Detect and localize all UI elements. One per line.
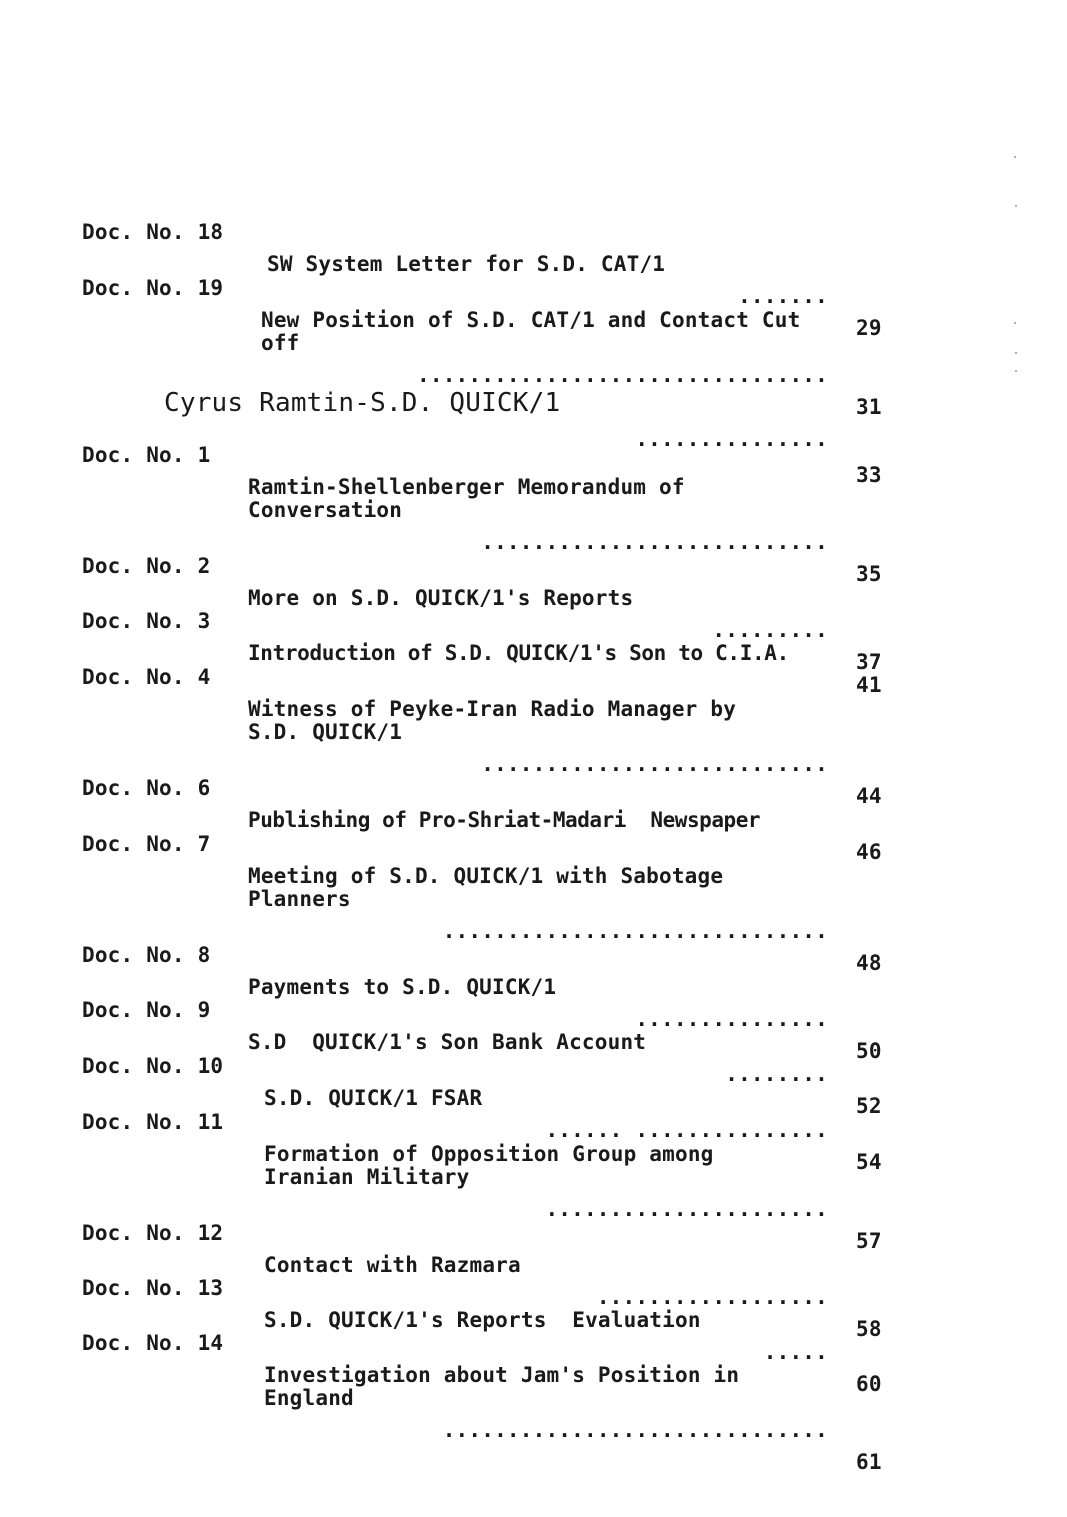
entry-title: Payments to S.D. QUICK/1 <box>248 975 557 999</box>
entry-title: Investigation about Jam's Position in <box>264 1363 740 1387</box>
doc-number: Doc. No. 4 <box>82 665 211 689</box>
dot-leader: ............... <box>635 1007 828 1031</box>
entry-title-continuation: S.D. QUICK/1 <box>248 720 403 744</box>
page-number: 46 <box>856 840 882 864</box>
dot-leader: ............... ...... <box>545 1118 828 1142</box>
doc-number: Doc. No. 11 <box>82 1110 224 1134</box>
entry-title-continuation: Planners <box>248 887 351 911</box>
doc-number: Doc. No. 18 <box>82 220 224 244</box>
entry-title: S.D. QUICK/1 FSAR <box>264 1086 483 1110</box>
doc-number: Doc. No. 1 <box>82 443 211 467</box>
dot-leader: .............................. <box>442 1418 828 1442</box>
page-number: 48 <box>856 951 882 975</box>
dot-leader: ........ <box>725 1062 828 1086</box>
dot-leader: ....... <box>738 284 828 308</box>
entry-title: S.D. QUICK/1's Reports Evaluation <box>264 1308 701 1332</box>
doc-number: Doc. No. 19 <box>82 276 224 300</box>
entry-title: SW System Letter for S.D. CAT/1 <box>267 252 666 276</box>
page-number: 52 <box>856 1094 882 1118</box>
page-number: 29 <box>856 316 882 340</box>
page-number: 58 <box>856 1317 882 1341</box>
page-number: 61 <box>856 1450 882 1474</box>
dot-leader: ......... <box>712 618 828 642</box>
page-number: 33 <box>856 463 882 487</box>
page-number: 60 <box>856 1372 882 1396</box>
doc-number: Doc. No. 8 <box>82 943 211 967</box>
entry-title: Contact with Razmara <box>264 1253 521 1277</box>
entry-title: Meeting of S.D. QUICK/1 with Sabotage <box>248 864 724 888</box>
doc-number: Doc. No. 14 <box>82 1331 224 1355</box>
doc-number: Doc. No. 10 <box>82 1054 224 1078</box>
section-heading: Cyrus Ramtin-S.D. QUICK/1 <box>164 388 561 418</box>
scan-speck <box>1015 205 1017 207</box>
page-number: 54 <box>856 1150 882 1174</box>
entry-title-continuation: off <box>261 331 300 355</box>
entry-title: New Position of S.D. CAT/1 and Contact Cut <box>261 308 801 332</box>
dot-leader: ..... <box>763 1340 828 1364</box>
entry-title-continuation: England <box>264 1386 354 1410</box>
page-number: 50 <box>856 1039 882 1063</box>
entry-title: More on S.D. QUICK/1's Reports <box>248 586 634 610</box>
scan-speck <box>1015 352 1017 354</box>
entry-title: Publishing of Pro-Shriat-Madari Newspaper <box>248 808 761 832</box>
dot-leader: ................................ <box>417 363 828 387</box>
page-number: 31 <box>856 395 882 419</box>
dot-leader: .................. <box>596 1285 828 1309</box>
page-number: 37 <box>856 650 882 674</box>
doc-number: Doc. No. 7 <box>82 832 211 856</box>
page-number: 57 <box>856 1229 882 1253</box>
entry-title-continuation: Conversation <box>248 498 403 522</box>
doc-number: Doc. No. 6 <box>82 776 211 800</box>
dot-leader: ........................... <box>481 530 828 554</box>
entry-title: Formation of Opposition Group among <box>264 1142 714 1166</box>
entry-title: Ramtin-Shellenberger Memorandum of <box>248 475 685 499</box>
doc-number: Doc. No. 2 <box>82 554 211 578</box>
scan-speck <box>1014 156 1016 158</box>
page-number: 35 <box>856 562 882 586</box>
page-number: 44 <box>856 784 882 808</box>
entry-title-continuation: Iranian Military <box>264 1165 470 1189</box>
doc-number: Doc. No. 12 <box>82 1221 224 1245</box>
dot-leader: .............................. <box>442 919 828 943</box>
page-number: 41 <box>856 673 882 697</box>
scan-speck <box>1015 370 1017 372</box>
dot-leader: ............... <box>635 427 828 451</box>
dot-leader: ........................... <box>481 752 828 776</box>
scan-speck <box>1014 322 1016 324</box>
entry-title: Witness of Peyke-Iran Radio Manager by <box>248 697 737 721</box>
dot-leader: ...................... <box>545 1197 828 1221</box>
entry-title: Introduction of S.D. QUICK/1's Son to C.I.A. <box>248 641 789 665</box>
doc-number: Doc. No. 13 <box>82 1276 224 1300</box>
doc-number: Doc. No. 9 <box>82 998 211 1022</box>
entry-title: S.D QUICK/1's Son Bank Account <box>248 1030 647 1054</box>
doc-number: Doc. No. 3 <box>82 609 211 633</box>
